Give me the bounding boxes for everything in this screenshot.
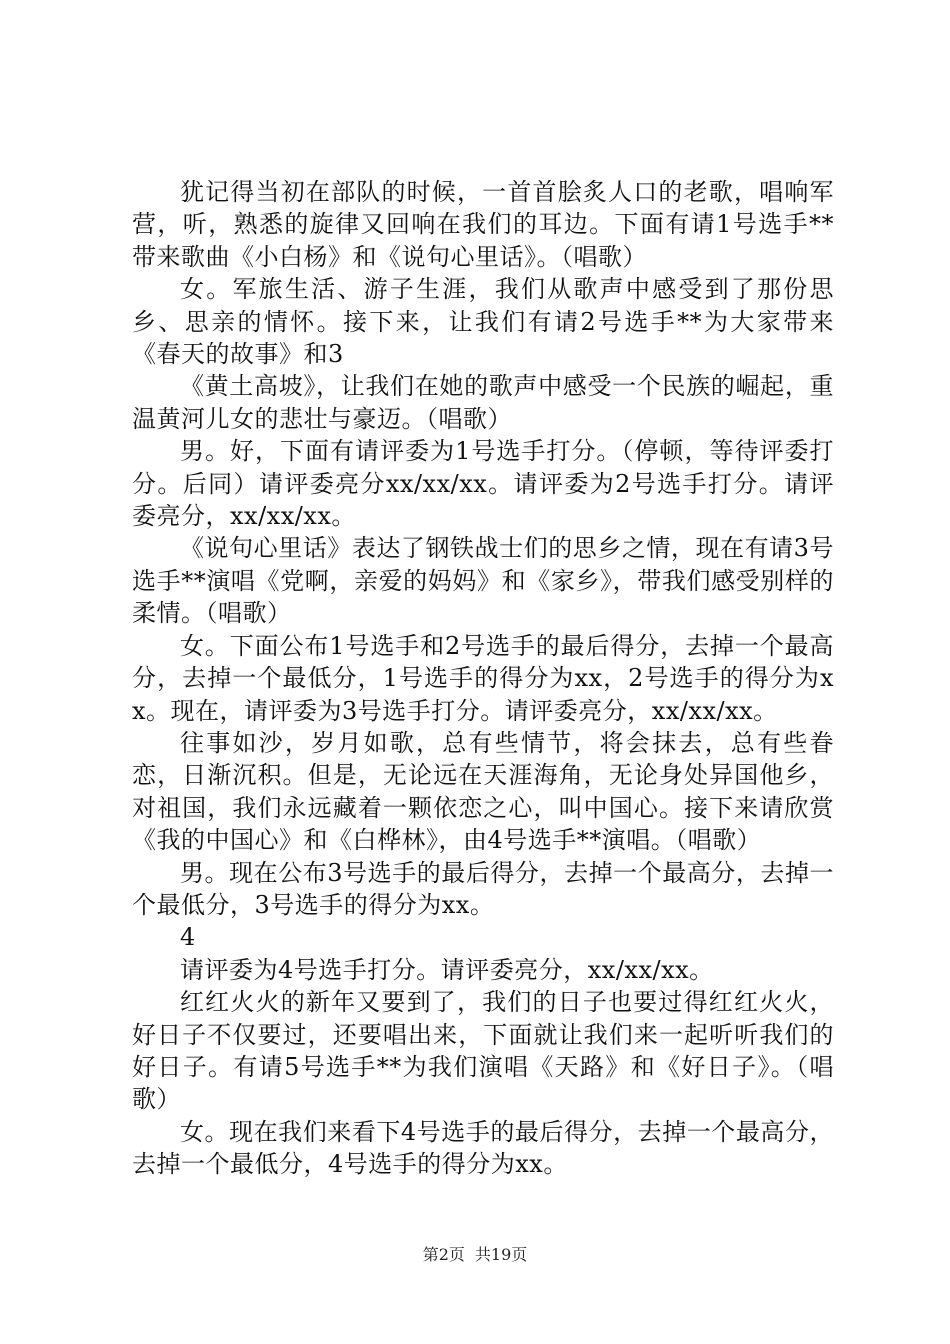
paragraph-8: 男。现在公布3号选手的最后得分，去掉一个最高分，去掉一个最低分，3号选手的得分为xx。	[132, 858, 834, 919]
paragraph-10: 请评委为4号选手打分。请评委亮分，xx/xx/xx。	[180, 955, 714, 984]
page-total: 共19页	[474, 1245, 528, 1264]
paragraph-11: 红红火火的新年又要到了，我们的日子也要过得红红火火，好日子不仅要过，还要唱出来，下面就让我们来一起听听我们的好日子。有请5号选手**为我们演唱《天路》和《好日子》。（唱歌）	[132, 988, 834, 1114]
paragraph-7: 往事如沙，岁月如歌，总有些情节，将会抹去，总有些眷恋，日渐沉积。但是，无论远在天涯海角，无论身处异国他乡，对祖国，我们永远藏着一颗依恋之心，叫中国心。接下来请欣赏《我的中国心》和《白桦林》，由4号选手**演唱。（唱歌）	[132, 728, 834, 855]
paragraph-5: 《说句心里话》表达了钢铁战士们的思乡之情，现在有请3号选手**演唱《党啊，亲爱的妈妈》和《家乡》，带我们感受别样的柔情。（唱歌）	[132, 534, 834, 628]
page-footer	[0, 1245, 950, 1265]
paragraph-2: 女。军旅生活、游子生涯，我们从歌声中感受到了那份思乡、思亲的情怀。接下来，让我们有请2号选手**为大家带来《春天的故事》和3	[132, 275, 834, 369]
paragraph-3: 《黄土高坡》，让我们在她的歌声中感受一个民族的崛起，重温黄河儿女的悲壮与豪迈。（唱歌）	[132, 372, 834, 433]
paragraph-6: 女。下面公布1号选手和2号选手的最后得分，去掉一个最高分，去掉一个最低分，1号选手的得分为xx，2号选手的得分为xx。现在，请评委为3号选手打分。请评委亮分，xx/xx/xx。	[132, 631, 834, 725]
paragraph-9: 4	[180, 923, 196, 952]
paragraph-1: 犹记得当初在部队的时候，一首首脍炙人口的老歌，唱响军营，听，熟悉的旋律又回响在我们的耳边。下面有请1号选手**带来歌曲《小白杨》和《说句心里话》。（唱歌）	[132, 178, 834, 271]
paragraph-12: 女。现在我们来看下4号选手的最后得分，去掉一个最高分，去掉一个最低分，4号选手的得分为xx。	[132, 1117, 834, 1179]
page-number: 第2页	[422, 1245, 465, 1264]
paragraph-4: 男。好，下面有请评委为1号选手打分。（停顿，等待评委打分。后同）请评委亮分xx/xx/xx。请评委为2号选手打分。请评委亮分，xx/xx/xx。	[132, 437, 834, 531]
document-body	[132, 176, 834, 1181]
